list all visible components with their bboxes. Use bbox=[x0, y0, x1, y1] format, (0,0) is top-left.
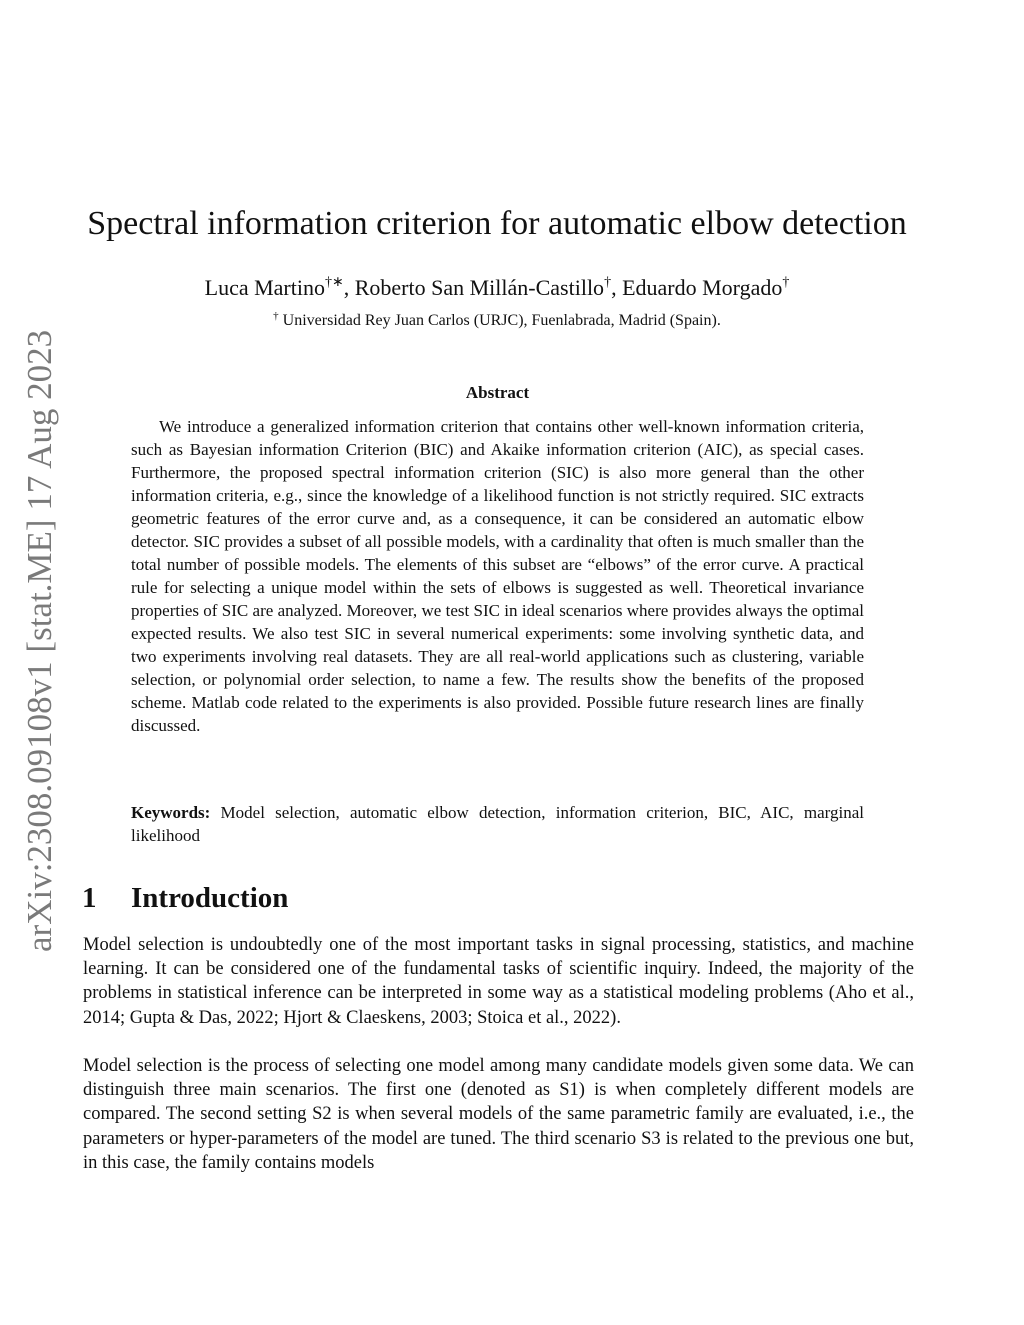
section-title: Introduction bbox=[131, 882, 289, 914]
paper-title: Spectral information criterion for automatic elbow detection bbox=[87, 205, 907, 242]
author-affiliation-mark: † bbox=[782, 275, 790, 290]
abstract-heading: Abstract bbox=[465, 383, 530, 402]
keywords-text: Model selection, automatic elbow detection, information criterion, BIC, AIC, marginal likelihood bbox=[131, 803, 864, 845]
author-name: Roberto San Millán-Castillo bbox=[354, 275, 605, 300]
abstract-body: We introduce a generalized information criterion that contains other well-known information criteria, such as Bayesian information Criterion (BIC) and Akaike information criterion (AIC), as special cases. Furthermore, the proposed spectral information criterion (SIC) is also more general than the other information criteria, e.g., since the knowledge of a likelihood function is not strictly required. SIC extracts geometric features of the error curve and, as a consequence, it can be considered an automatic elbow detector. SIC provides a subset of all possible models, with a cardinality that often is much smaller than the total number of possible models. The elements of this subset are “elbows” of the error curve. A practical rule for selecting a unique model within the sets of elbows is suggested as well. Theoretical invariance properties of SIC are analyzed. Moreover, we test SIC in ideal scenarios where provides always the optimal expected results. We also test SIC in several numerical experiments: some involving synthetic data, and two experiments involving real datasets. They are all real-world applications such as clustering, variable selection, or polynomial order selection, to name a few. The results show the benefits of the proposed scheme. Matlab code related to the experiments is also provided. Possible future research lines are finally discussed. bbox=[131, 417, 864, 735]
affiliation bbox=[80, 310, 914, 332]
author-separator: , bbox=[611, 275, 623, 300]
intro-paragraph: Model selection is the process of selecting one model among many candidate models given some data. We can distinguish three main scenarios. The first one (denoted as S1) is when completely different models are compared. The second setting S2 is when several models of the same parametric family are evaluated, i.e., the parameters or hyper-parameters of the model are tuned. The third scenario S3 is related to the previous one but, in this case, the family contains models bbox=[83, 1056, 914, 1173]
intro-paragraph: Model selection is undoubtedly one of the most important tasks in signal processing, statistics, and machine learning. It can be considered one of the fundamental tasks of scientific inquiry. Indeed, the majority of the problems in statistical inference can be interpreted in some way as a statistical modeling problems (Aho et al., 2014; Gupta & Das, 2022; Hjort & Claeskens, 2003; Stoica et al., 2022). bbox=[83, 935, 914, 1028]
section-heading bbox=[82, 876, 288, 920]
section-number: 1 bbox=[82, 882, 97, 914]
author-affiliation-mark: † bbox=[604, 275, 612, 290]
author-list bbox=[80, 272, 914, 304]
affiliation-mark: † bbox=[273, 310, 279, 322]
author-affiliation-mark: †∗ bbox=[325, 275, 344, 290]
author-name: Luca Martino bbox=[204, 275, 325, 300]
author-name: Eduardo Morgado bbox=[622, 275, 783, 300]
arxiv-identifier-stamp: arXiv:2308.09108v1 [stat.ME] 17 Aug 2023 bbox=[20, 329, 59, 952]
keywords-label: Keywords: bbox=[131, 803, 211, 822]
keywords bbox=[131, 801, 864, 847]
affiliation-text: Universidad Rey Juan Carlos (URJC), Fuenlabrada, Madrid (Spain). bbox=[278, 312, 721, 329]
author-separator: , bbox=[343, 275, 355, 300]
